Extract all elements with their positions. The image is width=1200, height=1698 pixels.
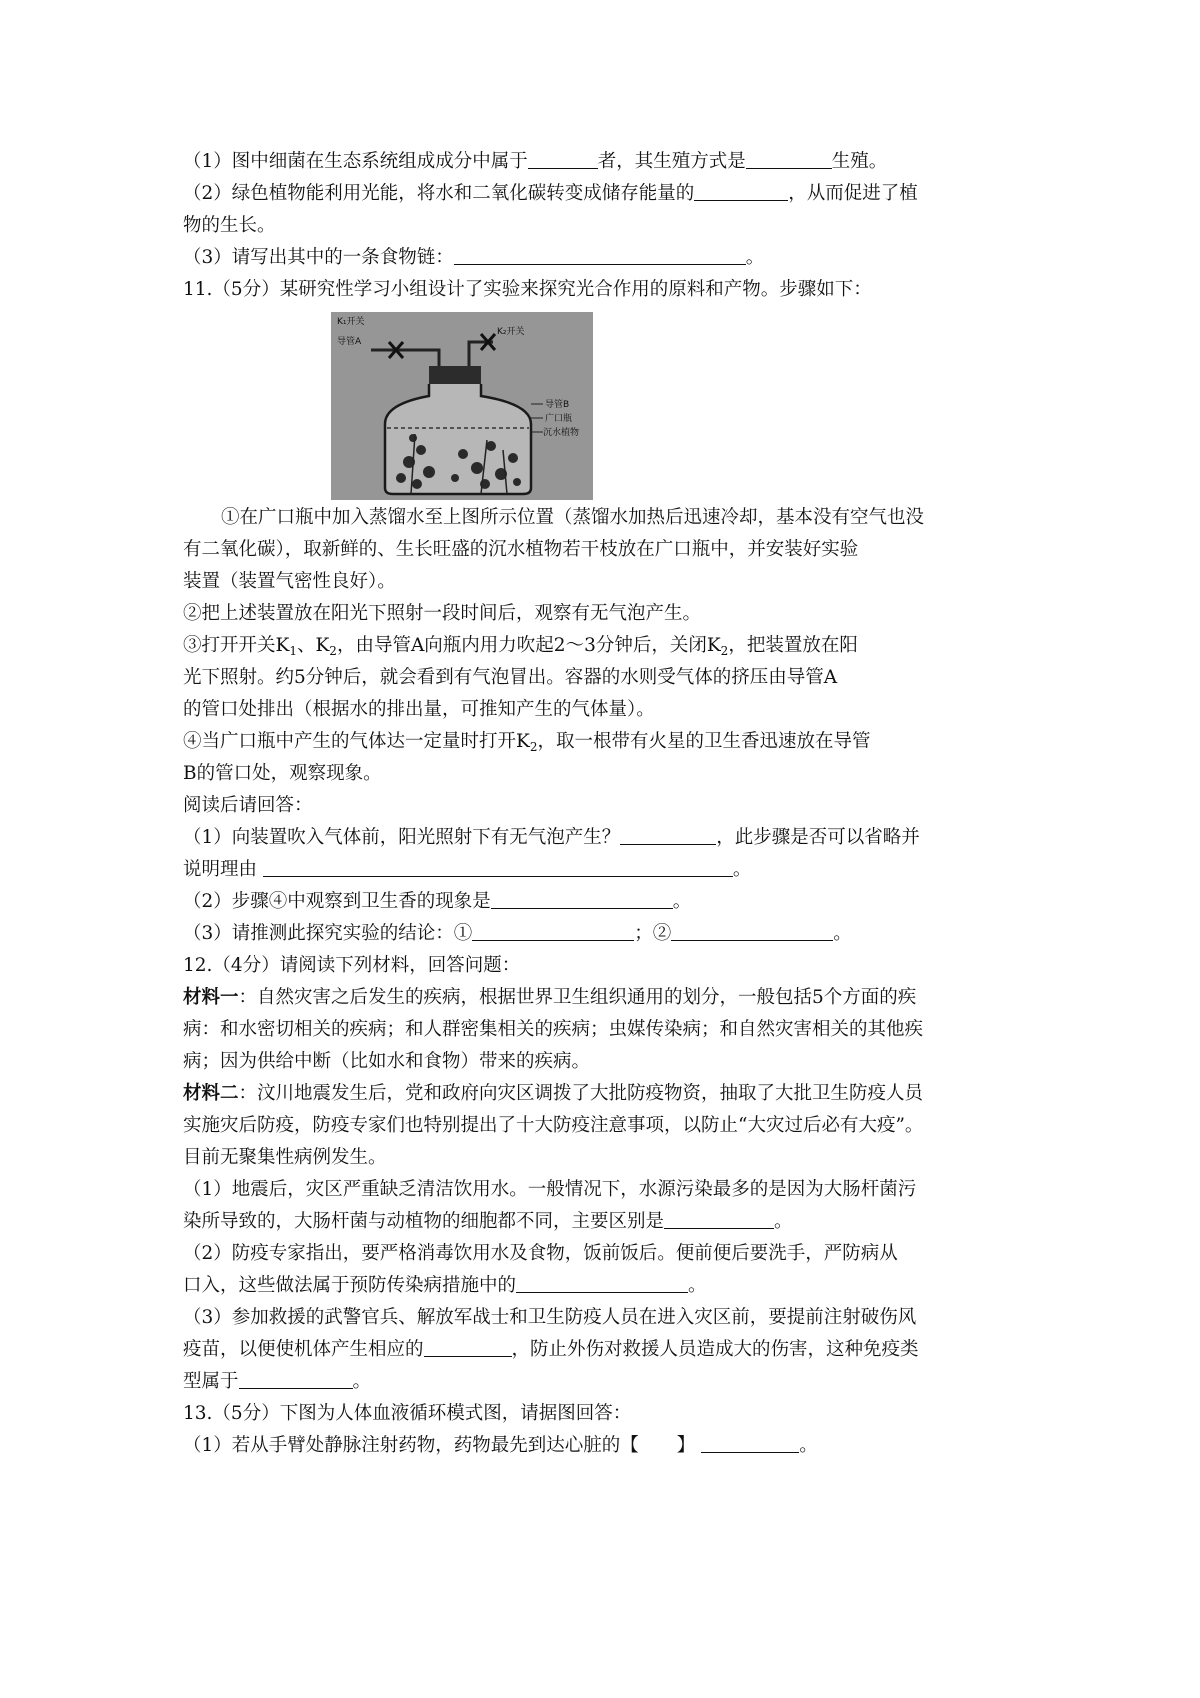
q12-answer3-line2: 疫苗，以便使机体产生相应的 ，防止外伤对救援人员造成大的伤害，这种免疫类 xyxy=(183,1334,1043,1366)
q11-step3-line1: ③打开开关$K_1$、$K_2$，由导管A向瓶内用力吹起2～3分钟后，关闭$K_2$，把装置放在阳 xyxy=(183,635,858,658)
q11-step2: ②把上述装置放在阳光下照射一段时间后，观察有无气泡产生。 xyxy=(183,603,702,624)
q10-part2-cont: 物的生长。 xyxy=(183,215,276,236)
experiment-apparatus-figure xyxy=(331,312,593,500)
answer-blank[interactable] xyxy=(424,1334,512,1357)
answer-blank[interactable] xyxy=(528,146,598,169)
q12-answer1-line1: （1）地震后，灾区严重缺乏清洁饮用水。一般情况下，水源污染最多的是因为大肠杆菌污 xyxy=(183,1179,917,1200)
q12-answer1-line2: 染所导致的，大肠杆菌与动植物的细胞都不同，主要区别是 。 xyxy=(183,1206,1043,1238)
q12-material2-line3: 目前无聚集性病例发生。 xyxy=(183,1147,387,1168)
q11-step4-line2: B的管口处，观察现象。 xyxy=(183,763,382,784)
q12-answer2-line1: （2）防疫专家指出，要严格消毒饮用水及食物，饭前饭后。便前便后要洗手，严防病从 xyxy=(183,1243,898,1264)
q11-answer2: （2）步骤④中观察到卫生香的现象是 。 xyxy=(183,886,1043,918)
answer-blank[interactable] xyxy=(694,178,788,201)
q12-material2-line2: 实施灾后防疫，防疫专家们也特别提出了十大防疫注意事项，以防止“大灾过后必有大疫”。 xyxy=(183,1115,924,1136)
q11-step3-line3: 的管口处排出（根据水的排出量，可推知产生的气体量）。 xyxy=(183,699,655,720)
q12-material1-line3: 病；因为供给中断（比如水和食物）带来的疾病。 xyxy=(183,1051,591,1072)
tube-b-label: 导管B xyxy=(545,400,570,410)
answer-blank[interactable] xyxy=(701,1430,799,1453)
q11-read-prompt: 阅读后请回答： xyxy=(183,795,313,816)
answer-blank[interactable] xyxy=(263,854,733,877)
plant-label: 沉水植物 xyxy=(543,428,580,438)
answer-blank[interactable] xyxy=(746,146,832,169)
q11-title: 11.（5分）某研究性学习小组设计了实验来探究光合作用的原料和产物。步骤如下： xyxy=(183,279,872,300)
k2-label: K₂开关 xyxy=(497,327,525,337)
exam-page xyxy=(183,146,1043,1462)
q12-material1-line2: 病：和水密切相关的疾病；和人群密集相关的疾病；虫媒传染病；和自然灾害相关的其他疾 xyxy=(183,1019,924,1040)
bottle-label: 广口瓶 xyxy=(545,414,573,424)
q12-answer3-line1: （3）参加救援的武警官兵、解放军战士和卫生防疫人员在进入灾区前，要提前注射破伤风 xyxy=(183,1307,917,1328)
answer-blank[interactable] xyxy=(239,1366,353,1389)
answer-blank[interactable] xyxy=(491,886,673,909)
q12-title: 12.（4分）请阅读下列材料，回答问题： xyxy=(183,955,521,976)
q11-answer1-line1: （1）向装置吹入气体前，阳光照射下有无气泡产生？ ，此步骤是否可以省略并 xyxy=(183,822,1043,854)
answer-blank[interactable] xyxy=(516,1270,688,1293)
answer-blank[interactable] xyxy=(620,822,716,845)
q11-step4-line1: ④当广口瓶中产生的气体达一定量时打开$K_2$，取一根带有火星的卫生香迅速放在导管 xyxy=(183,731,871,754)
answer-blank[interactable] xyxy=(472,918,634,941)
answer-blank[interactable] xyxy=(664,1206,774,1229)
q10-part1: （1）图中细菌在生态系统组成成分中属于 者，其生殖方式是 生殖。 xyxy=(183,146,1043,178)
q11-step1-line3: 装置（装置气密性良好）。 xyxy=(183,571,396,592)
q11-step3-line2: 光下照射。约5分钟后，就会看到有气泡冒出。容器的水则受气体的挤压由导管A xyxy=(183,667,838,688)
q12-answer3-line3: 型属于 。 xyxy=(183,1366,1043,1398)
q13-answer1: （1）若从手臂处静脉注射药物，药物最先到达心脏的【 】 。 xyxy=(183,1430,1043,1462)
q12-material1-line1: 材料一：自然灾害之后发生的疾病，根据世界卫生组织通用的划分，一般包括5个方面的疾 xyxy=(183,987,917,1008)
k1-label: K₁开关 xyxy=(337,317,365,327)
q11-step1-line1: ①在广口瓶中加入蒸馏水至上图所示位置（蒸馏水加热后迅速冷却，基本没有空气也没 xyxy=(221,507,925,528)
q11-answer3: （3）请推测此探究实验的结论：① ；② 。 xyxy=(183,918,1043,950)
q12-material2-line1: 材料二：汶川地震发生后，党和政府向灾区调拨了大批防疫物资，抽取了大批卫生防疫人员 xyxy=(183,1083,924,1104)
tube-a-label: 导管A xyxy=(337,337,362,347)
q11-step1-line2: 有二氧化碳），取新鲜的、生长旺盛的沉水植物若干枝放在广口瓶中，并安装好实验 xyxy=(183,539,859,560)
q10-part2: （2）绿色植物能利用光能，将水和二氧化碳转变成储存能量的 ，从而促进了植 xyxy=(183,178,1043,210)
apparatus-diagram xyxy=(331,312,593,500)
q12-answer2-line2: 口入，这些做法属于预防传染病措施中的 。 xyxy=(183,1270,1043,1302)
answer-blank[interactable] xyxy=(454,242,746,265)
answer-blank[interactable] xyxy=(671,918,833,941)
q13-title: 13.（5分）下图为人体血液循环模式图，请据图回答： xyxy=(183,1403,632,1424)
q11-answer1-line2: 说明理由 。 xyxy=(183,854,1043,886)
q10-part3: （3）请写出其中的一条食物链： 。 xyxy=(183,242,1043,274)
